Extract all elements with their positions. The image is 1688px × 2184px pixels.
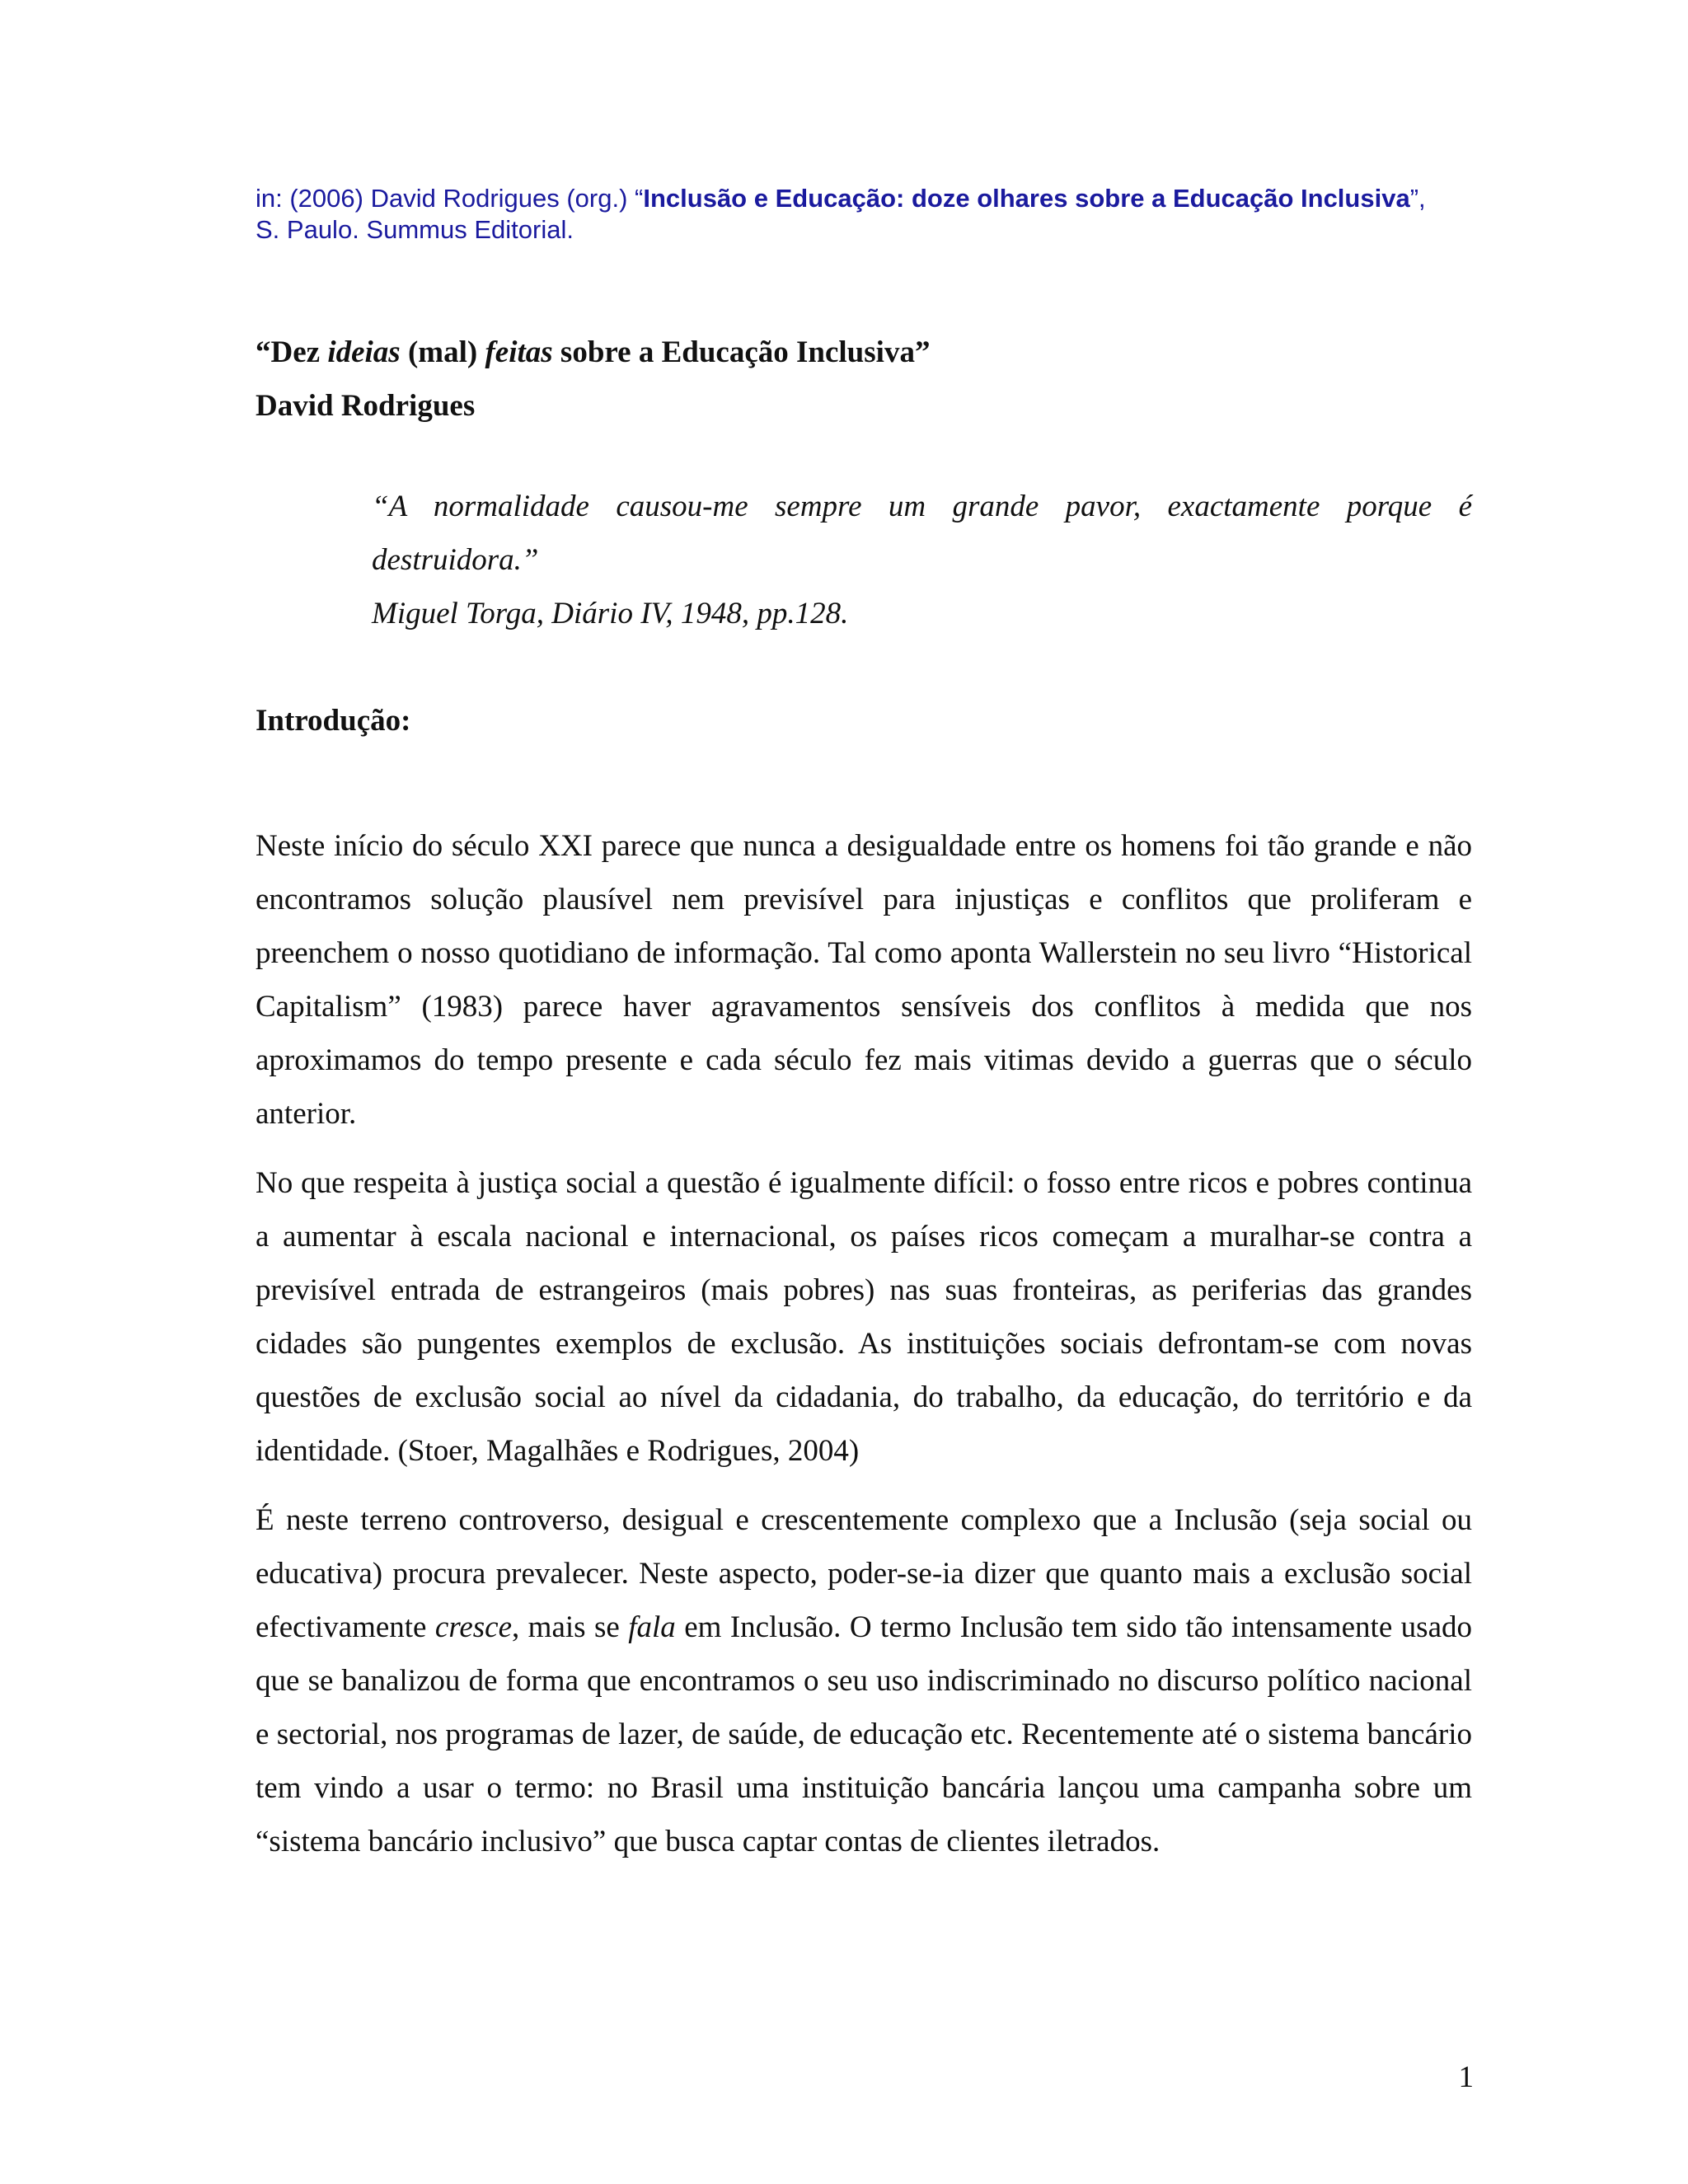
paragraph-1: Neste início do século XXI parece que nunca a desigualdade entre os homens foi tão grande e não encontramos solução plausível nem previsível para injustiças e conflitos que proliferam e preenchem o nosso quotidiano de informação. Tal como aponta Wallerstein no seu livro “Historical Capitalism” (1983) parece haver agravamentos sensíveis dos conflitos à medida que nos aproximamos do tempo presente e cada século fez mais vitimas devido a guerras que o século anterior. [256,829,1472,1131]
article-header [256,326,1492,433]
title-text: (mal) [400,335,485,369]
section-heading: Introdução: [256,704,411,738]
citation-line-2: S. Paulo. Summus Editorial. [256,215,574,244]
paragraph-3-text: É neste terreno controverso, desigual e crescentemente complexo que a Inclusão (seja social ou educativa) procura prevalecer. Neste aspecto, poder-se-ia dizer que quanto mais a exclusão social efectivamente [256,1503,1472,1644]
title-text: sobre a Educação Inclusiva” [552,335,931,369]
paragraph-2: No que respeita à justiça social a questão é igualmente difícil: o fosso entre ricos e pobres continua a aumentar à escala nacional e internacional, os países ricos começam a muralhar-se contra a previsível entrada de estrangeiros (mais pobres) nas suas fronteiras, as periferias das grandes cidades são pungentes exemplos de exclusão. As instituições sociais defrontam-se com novas questões de exclusão social ao nível da cidadania, do trabalho, da educação, do território e da identidade. (Stoer, Magalhães e Rodrigues, 2004) [256,1166,1472,1468]
citation-prefix: in: (2006) David Rodrigues (org.) “ [256,184,644,213]
paragraph-3-text: , mais se [512,1610,629,1644]
article-title [256,326,1492,379]
paragraph-3-italic-cresce: cresce [434,1610,513,1644]
title-italic-ideias: ideias [327,335,401,369]
epigraph-quote: “A normalidade causou-me sempre um grande pavor, exactamente porque é destruidora.” [372,490,1472,577]
paragraph-3-text: em Inclusão. O termo Inclusão tem sido tão intensamente usado que se banalizou de forma que encontramos o seu uso indiscriminado no discurso político nacional e sectorial, nos programas de lazer, de saúde, de educação etc. Recentemente até o sistema bancário tem vindo a usar o termo: no Brasil uma instituição bancária lançou uma campanha sobre um “sistema bancário inclusivo” que busca captar contas de clientes iletrados. [256,1610,1472,1858]
epigraph [372,480,1472,640]
title-text: “Dez [256,335,328,369]
source-citation [256,183,1492,246]
body-text [256,819,1472,1884]
page-number: 1 [1458,2060,1474,2094]
citation-suffix: ”, [1409,184,1426,213]
epigraph-attribution: Miguel Torga, Diário IV, 1948, pp.128. [372,597,849,630]
paragraph-3-italic-fala: fala [628,1610,676,1644]
citation-line-1 [256,183,1492,214]
article-author: David Rodrigues [256,389,476,423]
paragraph-3 [256,1493,1472,1868]
citation-book-title: Inclusão e Educação: doze olhares sobre a Educação Inclusiva [643,184,1410,213]
title-italic-feitas: feitas [485,335,553,369]
